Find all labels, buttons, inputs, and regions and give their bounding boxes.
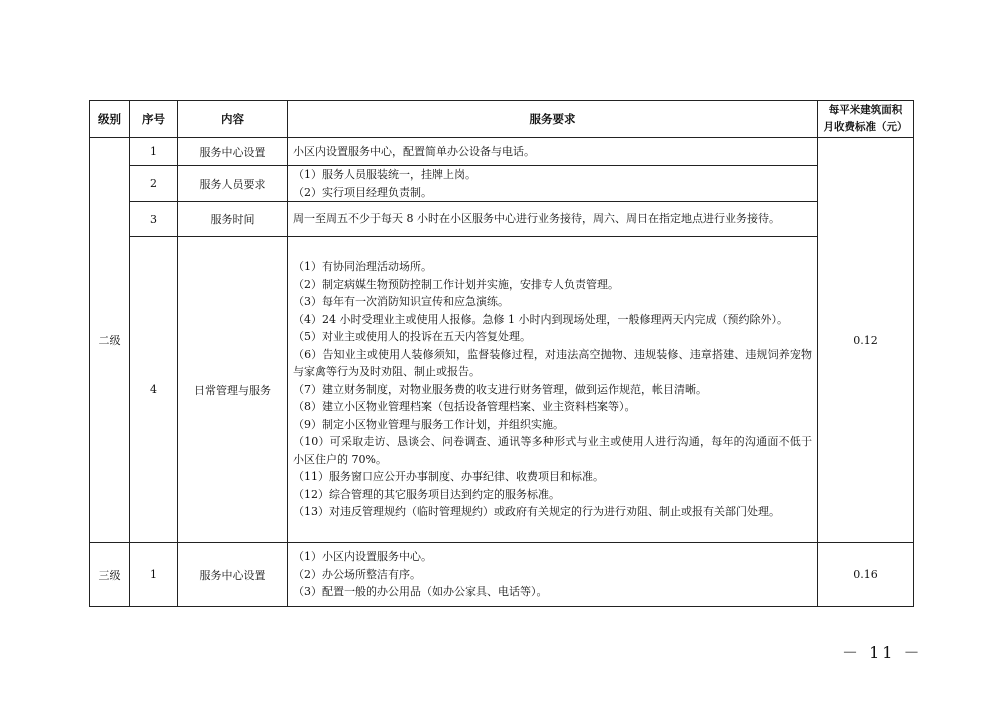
requirement-line: （1）有协同治理活动场所。 xyxy=(293,260,432,274)
requirement-line: （7）建立财务制度，对物业服务费的收支进行财务管理，做到运作规范，帐目清晰。 xyxy=(293,382,707,396)
table-row xyxy=(90,166,914,202)
seq-cell: 3 xyxy=(130,202,178,237)
table-header-row xyxy=(90,101,914,138)
seq-cell: 4 xyxy=(130,237,178,543)
requirement-line: （11）服务窗口应公开办事制度、办事纪律、收费项目和标准。 xyxy=(293,470,604,484)
header-content: 内容 xyxy=(178,101,288,138)
page-number: － 11 － xyxy=(842,643,923,662)
requirement-line: （10）可采取走访、恳谈会、问卷调查、通讯等多种形式与业主或使用人进行沟通，每年的沟通面不低于小区住户的 70%。 xyxy=(293,435,812,466)
content-cell: 服务中心设置 xyxy=(178,543,288,607)
seq-cell: 1 xyxy=(130,138,178,166)
requirement-line: （13）对违反管理规约（临时管理规约）或政府有关规定的行为进行劝阻、制止或报有关部门处理。 xyxy=(293,505,780,519)
requirement-cell xyxy=(288,237,818,543)
requirement-line: （2）办公场所整洁有序。 xyxy=(293,567,421,581)
content-cell: 服务时间 xyxy=(178,202,288,237)
requirement-line: （1）小区内设置服务中心。 xyxy=(293,550,432,564)
table-row xyxy=(90,543,914,607)
table-row xyxy=(90,237,914,543)
service-standard-table xyxy=(89,100,914,607)
header-seq: 序号 xyxy=(130,101,178,138)
content-cell: 服务人员要求 xyxy=(178,166,288,202)
requirement-line: （9）制定小区物业管理与服务工作计划，并组织实施。 xyxy=(293,417,564,431)
content-cell: 服务中心设置 xyxy=(178,138,288,166)
table-row xyxy=(90,202,914,237)
header-fee xyxy=(818,101,914,138)
header-fee-line2: 月收费标准（元） xyxy=(823,121,908,133)
requirement-line: （6）告知业主或使用人装修须知，监督装修过程，对违法高空抛物、违规装修、违章搭建、违规饲养宠物与家禽等行为及时劝阻、制止或报告。 xyxy=(293,347,812,379)
requirement-line: （4）24 小时受理业主或使用人报修。急修 1 小时内到现场处理，一般修理两天内完成（预约除外）。 xyxy=(293,312,788,326)
header-level: 级别 xyxy=(90,101,130,138)
requirement-line: （1）服务人员服装统一，挂牌上岗。 xyxy=(293,168,476,181)
fee-cell: 0.12 xyxy=(818,138,914,543)
requirement-line: （5）对业主或使用人的投诉在五天内答复处理。 xyxy=(293,330,531,344)
requirement-cell xyxy=(288,202,818,237)
requirement-line: （8）建立小区物业管理档案（包括设备管理档案、业主资料档案等）。 xyxy=(293,400,636,414)
content-cell: 日常管理与服务 xyxy=(178,237,288,543)
requirement-line: （12）综合管理的其它服务项目达到约定的服务标准。 xyxy=(293,487,560,501)
requirement-line: 周一至周五不少于每天 8 小时在小区服务中心进行业务接待，周六、周日在指定地点进行业务接待。 xyxy=(293,212,780,226)
header-fee-line1: 每平米建筑面积 xyxy=(828,104,903,116)
requirement-line: （3）配置一般的办公用品（如办公家具、电话等）。 xyxy=(293,585,548,599)
requirement-line: （2）制定病媒生物预防控制工作计划并实施，安排专人负责管理。 xyxy=(293,277,619,291)
requirement-line: （2）实行项目经理负责制。 xyxy=(293,185,432,199)
header-requirement: 服务要求 xyxy=(288,101,818,138)
seq-cell: 2 xyxy=(130,166,178,202)
requirement-cell xyxy=(288,166,818,202)
level-cell: 三级 xyxy=(90,543,130,607)
requirement-cell xyxy=(288,138,818,166)
requirement-line: 小区内设置服务中心，配置简单办公设备与电话。 xyxy=(293,144,535,158)
table-row xyxy=(90,138,914,166)
level-cell: 二级 xyxy=(90,138,130,543)
requirement-line: （3）每年有一次消防知识宣传和应急演练。 xyxy=(293,295,509,309)
fee-cell: 0.16 xyxy=(818,543,914,607)
seq-cell: 1 xyxy=(130,543,178,607)
requirement-cell xyxy=(288,543,818,607)
